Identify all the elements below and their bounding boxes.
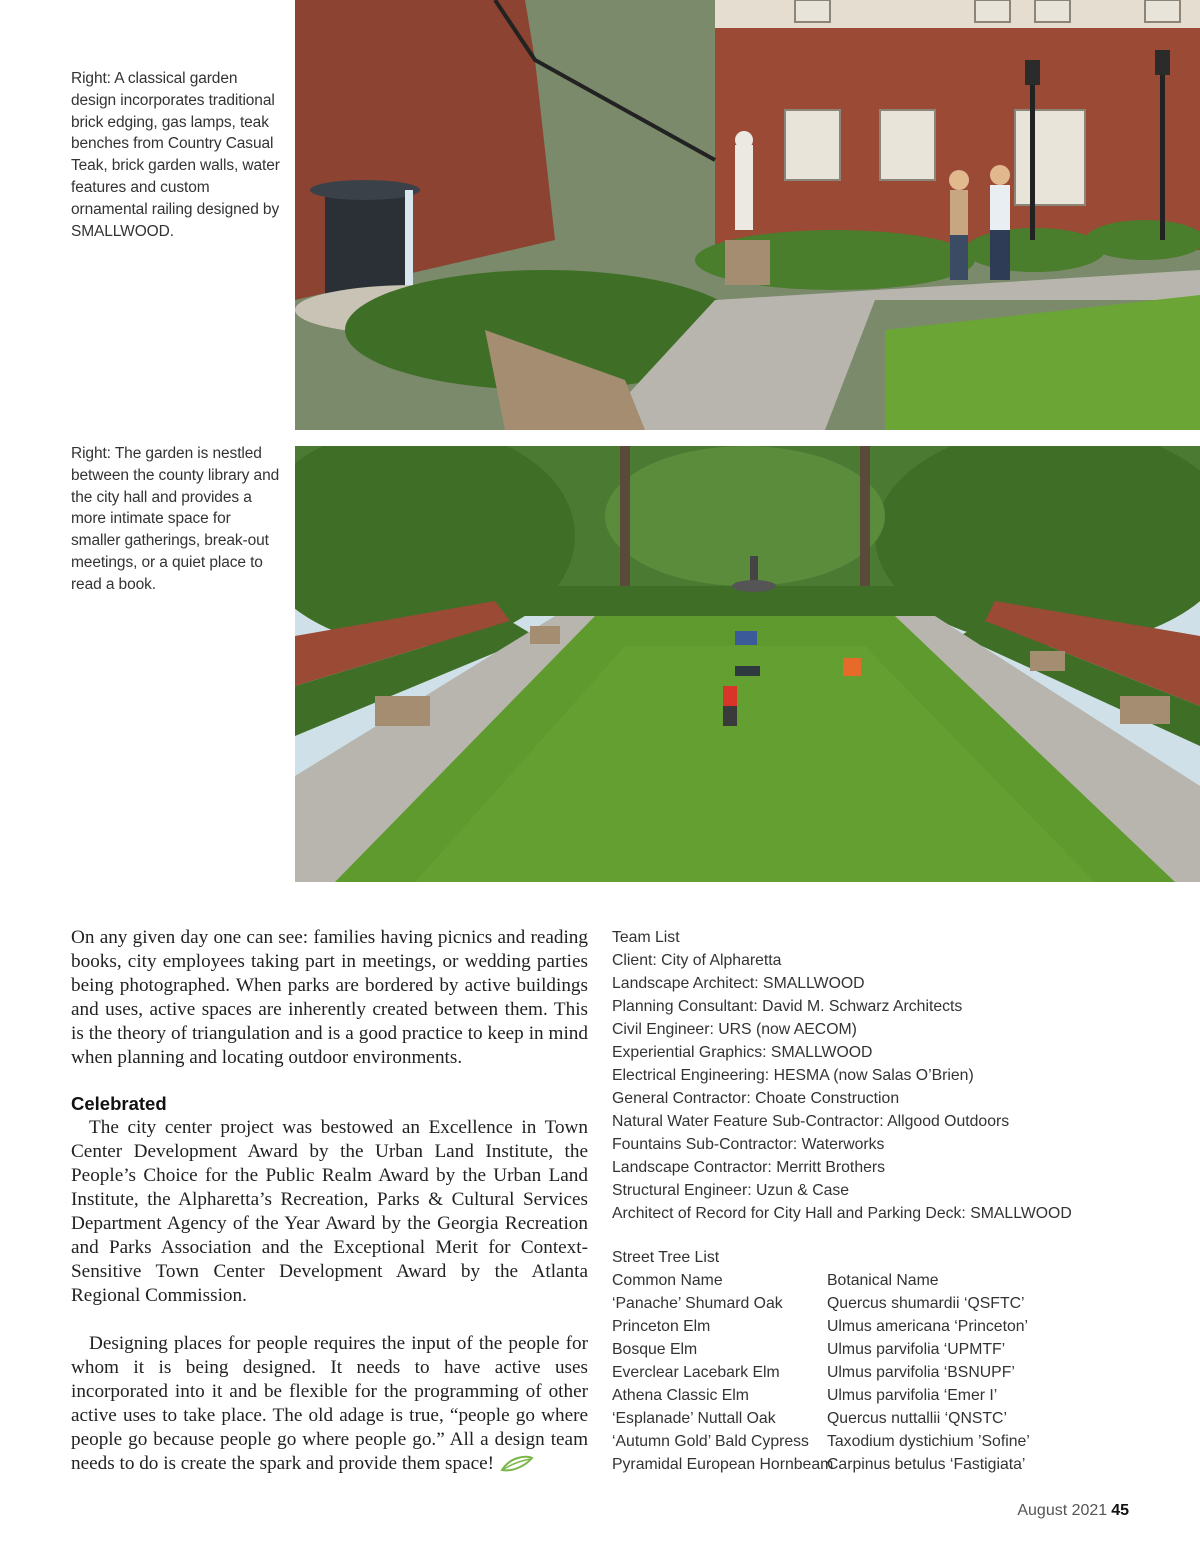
body-paragraph-3-text: Designing places for people requires the input of the people for whom it is being designed. It needs to have active uses incorporated into it and be flexible for the programming of other active uses to take place. The old adage is true, “people go where people go because people go where people go.” All a design team needs to do is create the spark and provide them space! — [71, 1333, 588, 1474]
tree-row — [612, 1338, 1172, 1361]
spacer — [71, 1308, 588, 1332]
tree-row — [612, 1361, 1172, 1384]
tree-list-title: Street Tree List — [612, 1249, 720, 1266]
common-name: Bosque Elm — [612, 1341, 698, 1358]
team-item: Fountains Sub-Contractor: Waterworks — [612, 1136, 885, 1153]
botanical-name: Ulmus parvifolia ‘UPMTF’ — [827, 1341, 1006, 1358]
leaf-icon — [500, 1455, 534, 1473]
header-common-name: Common Name — [612, 1272, 723, 1289]
common-name: Athena Classic Elm — [612, 1387, 749, 1404]
caption-middle: Right: The garden is nestled between the county library and the city hall and provides a more intimate space for smaller gatherings, break-out meetings, or a quiet place to read a book. — [71, 445, 280, 593]
team-item: Civil Engineer: URS (now AECOM) — [612, 1021, 857, 1038]
team-item: Client: City of Alpharetta — [612, 952, 782, 969]
common-name: Pyramidal European Hornbeam — [612, 1456, 834, 1473]
botanical-name: Quercus nuttallii ‘QNSTC’ — [827, 1410, 1007, 1427]
body-paragraph-2: The city center project was bestowed an Excellence in Town Center Development Award by the Urban Land Institute, the People’s Choice for the Public Realm Award by the Urban Land Institute, the Alpharetta’s Recreation, Parks & Cultural Services Department Agency of the Year Award by the Georgia Recreation and Parks Association and the Exceptional Merit for Context-Sensitive Town Center Development Award by the Atlanta Regional Commission. — [71, 1117, 588, 1306]
team-item: Electrical Engineering: HESMA (now Salas O’Brien) — [612, 1067, 974, 1084]
botanical-name: Ulmus americana ‘Princeton’ — [827, 1318, 1029, 1335]
team-item: Natural Water Feature Sub-Contractor: Allgood Outdoors — [612, 1113, 1010, 1130]
tree-row — [612, 1292, 1172, 1315]
tree-row — [612, 1453, 1172, 1476]
body-paragraph-3 — [71, 1332, 588, 1476]
tree-row — [612, 1430, 1172, 1453]
header-botanical-name: Botanical Name — [827, 1272, 939, 1289]
botanical-name: Ulmus parvifolia ‘Emer I’ — [827, 1387, 998, 1404]
street-tree-list — [612, 1246, 1172, 1476]
common-name: ‘Panache’ Shumard Oak — [612, 1295, 783, 1312]
team-list-title: Team List — [612, 929, 680, 946]
common-name: Everclear Lacebark Elm — [612, 1364, 780, 1381]
tree-row — [612, 1407, 1172, 1430]
tree-row — [612, 1315, 1172, 1338]
botanical-name: Taxodium dystichium ’Sofine’ — [827, 1433, 1030, 1450]
team-item: Landscape Architect: SMALLWOOD — [612, 975, 865, 992]
common-name: ‘Autumn Gold’ Bald Cypress — [612, 1433, 809, 1450]
team-list — [612, 926, 1172, 1225]
body-paragraph-1: On any given day one can see: families having picnics and reading books, city employees taking part in meetings, or wedding parties being photographed. When parks are bordered by active buildings and uses, active spaces are inherently created between them. This is the theory of triangulation and is a good practice to keep in mind when planning and locating outdoor environments. — [71, 927, 588, 1068]
body-column — [71, 926, 588, 1476]
botanical-name: Carpinus betulus ‘Fastigiata’ — [827, 1456, 1026, 1473]
team-item: Landscape Contractor: Merritt Brothers — [612, 1159, 886, 1176]
caption-top: Right: A classical garden design incorporates traditional brick edging, gas lamps, teak benches from Country Casual Teak, brick garden walls, water features and custom ornamental railing designed by SMALLWOOD. — [71, 70, 280, 240]
team-item: Planning Consultant: David M. Schwarz Architects — [612, 998, 963, 1015]
page-footer — [1017, 1502, 1129, 1520]
botanical-name: Quercus shumardii ‘QSFTC’ — [827, 1295, 1025, 1312]
team-item: General Contractor: Choate Construction — [612, 1090, 900, 1107]
common-name: Princeton Elm — [612, 1318, 711, 1335]
common-name: ‘Esplanade’ Nuttall Oak — [612, 1410, 776, 1427]
botanical-name: Ulmus parvifolia ‘BSNUPF’ — [827, 1364, 1015, 1381]
tree-row — [612, 1384, 1172, 1407]
spacer — [71, 1070, 588, 1092]
photo-classical-garden — [295, 0, 1200, 430]
page-number: 45 — [1111, 1502, 1129, 1519]
team-item: Architect of Record for City Hall and Parking Deck: SMALLWOOD — [612, 1205, 1072, 1222]
tree-list-header — [612, 1269, 1172, 1292]
section-heading-celebrated: Celebrated — [71, 1093, 167, 1114]
issue-date: August 2021 — [1017, 1502, 1108, 1519]
team-item: Structural Engineer: Uzun & Case — [612, 1182, 850, 1199]
photo-lawn-garden — [295, 446, 1200, 882]
team-item: Experiential Graphics: SMALLWOOD — [612, 1044, 873, 1061]
